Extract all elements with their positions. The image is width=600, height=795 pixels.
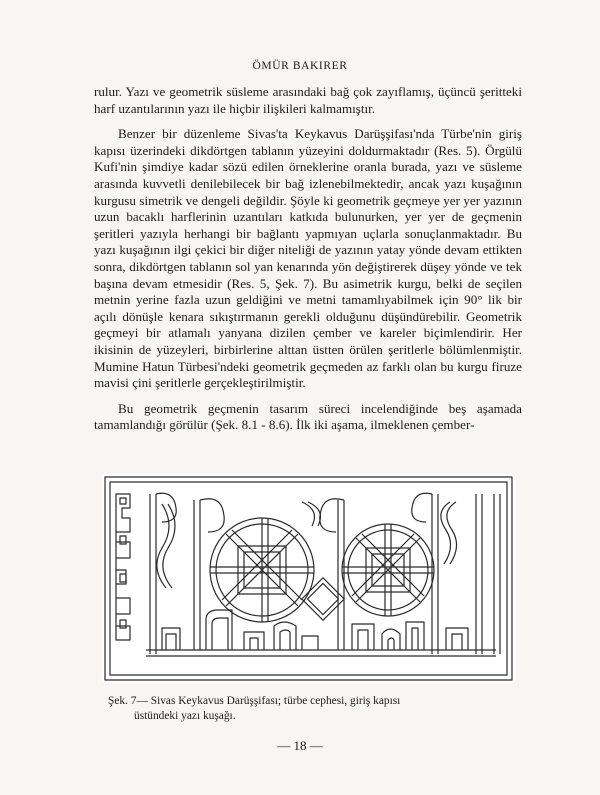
body-text [94, 84, 522, 434]
paragraph-1: rulur. Yazı ve geometrik süsleme arasındaki bağ çok zayıflamış, üçüncü şeritteki harf uzantılarının yazı ile hiçbir ilişkileri kalmamıştır. [94, 84, 522, 116]
page-number: — 18 — [277, 738, 323, 753]
caption-text-line2: üstündeki yazı kuşağı. [134, 709, 236, 722]
paragraph-3: Bu geometrik geçmenin tasarım süreci incelendiğinde beş aşamada tamamlandığı görülür (Şek. 8.1 - 8.6). İlk iki aşama, ilmeklenen çember- [94, 400, 522, 433]
caption-text-line1: Sivas Keykavus Darüşşifası; türbe cephesi, giriş kapısı [150, 695, 401, 707]
kufic-interlace-illustration [102, 474, 515, 683]
running-head: ÖMÜR BAKIRER [252, 60, 348, 72]
figure-caption [108, 694, 508, 723]
caption-label: Şek. 7— [108, 695, 148, 707]
paragraph-2: Benzer bir düzenleme Sivas'ta Keykavus Darüşşifası'nda Türbe'nin giriş kapısı üzerindeki dikdörtgen tablanın yüzeyini doldurmaktadır (Res. 5). Örgülü Kufi'nin şimdiye kadar sözü edilen örneklerine oranla burada, yazı ve süsleme arasında kuvvetli denilebilecek bir bağ izlenebilmektedir, ancak yazı kuşağının kurgusu simetrik ve dengeli değildir. Şöyle ki geometrik geçmeye yer yer yazının uzun bacaklı harflerinin uzantıları katkıda bulunurken, yer yer de geçmenin şeritleri yazıyla herhangi bir bağlantı yapmıyan uçlarla sonuçlanmaktadır. Bu yazı kuşağının ilgi çekici bir diğer niteliği de yazının yatay yönde devam ettikten sonra, dikdörtgen tablanın sol yan kenarında yön değiştirerek düşey yönde ve tek başına devam etmesidir (Res. 5, Şek. 7). Bu asimetrik kurgu, belki de seçilen metnin yerine fazla uzun geldiğini ve metni tamamlıyabilmek için 90° lik bir açılı dönüşle kenara sıkıştırmanın gerekli olduğunu düşündürebilir. Geometrik geçmeyi bir atlamalı yanyana dizilen çember ve kareler biçimlendirir. Her ikisinin de yüzeyleri, birbirlerine alttan üstten örülen şeritlerle bölümlenmiştir. Mumine Hatun Türbesi'ndeki geometrik geçmeden az farklı olan bu kurgu firuze mavisi çini şeritlerle gerçekleştirilmiştir. [94, 126, 522, 391]
figure-kufic-band-drawing [102, 474, 515, 683]
